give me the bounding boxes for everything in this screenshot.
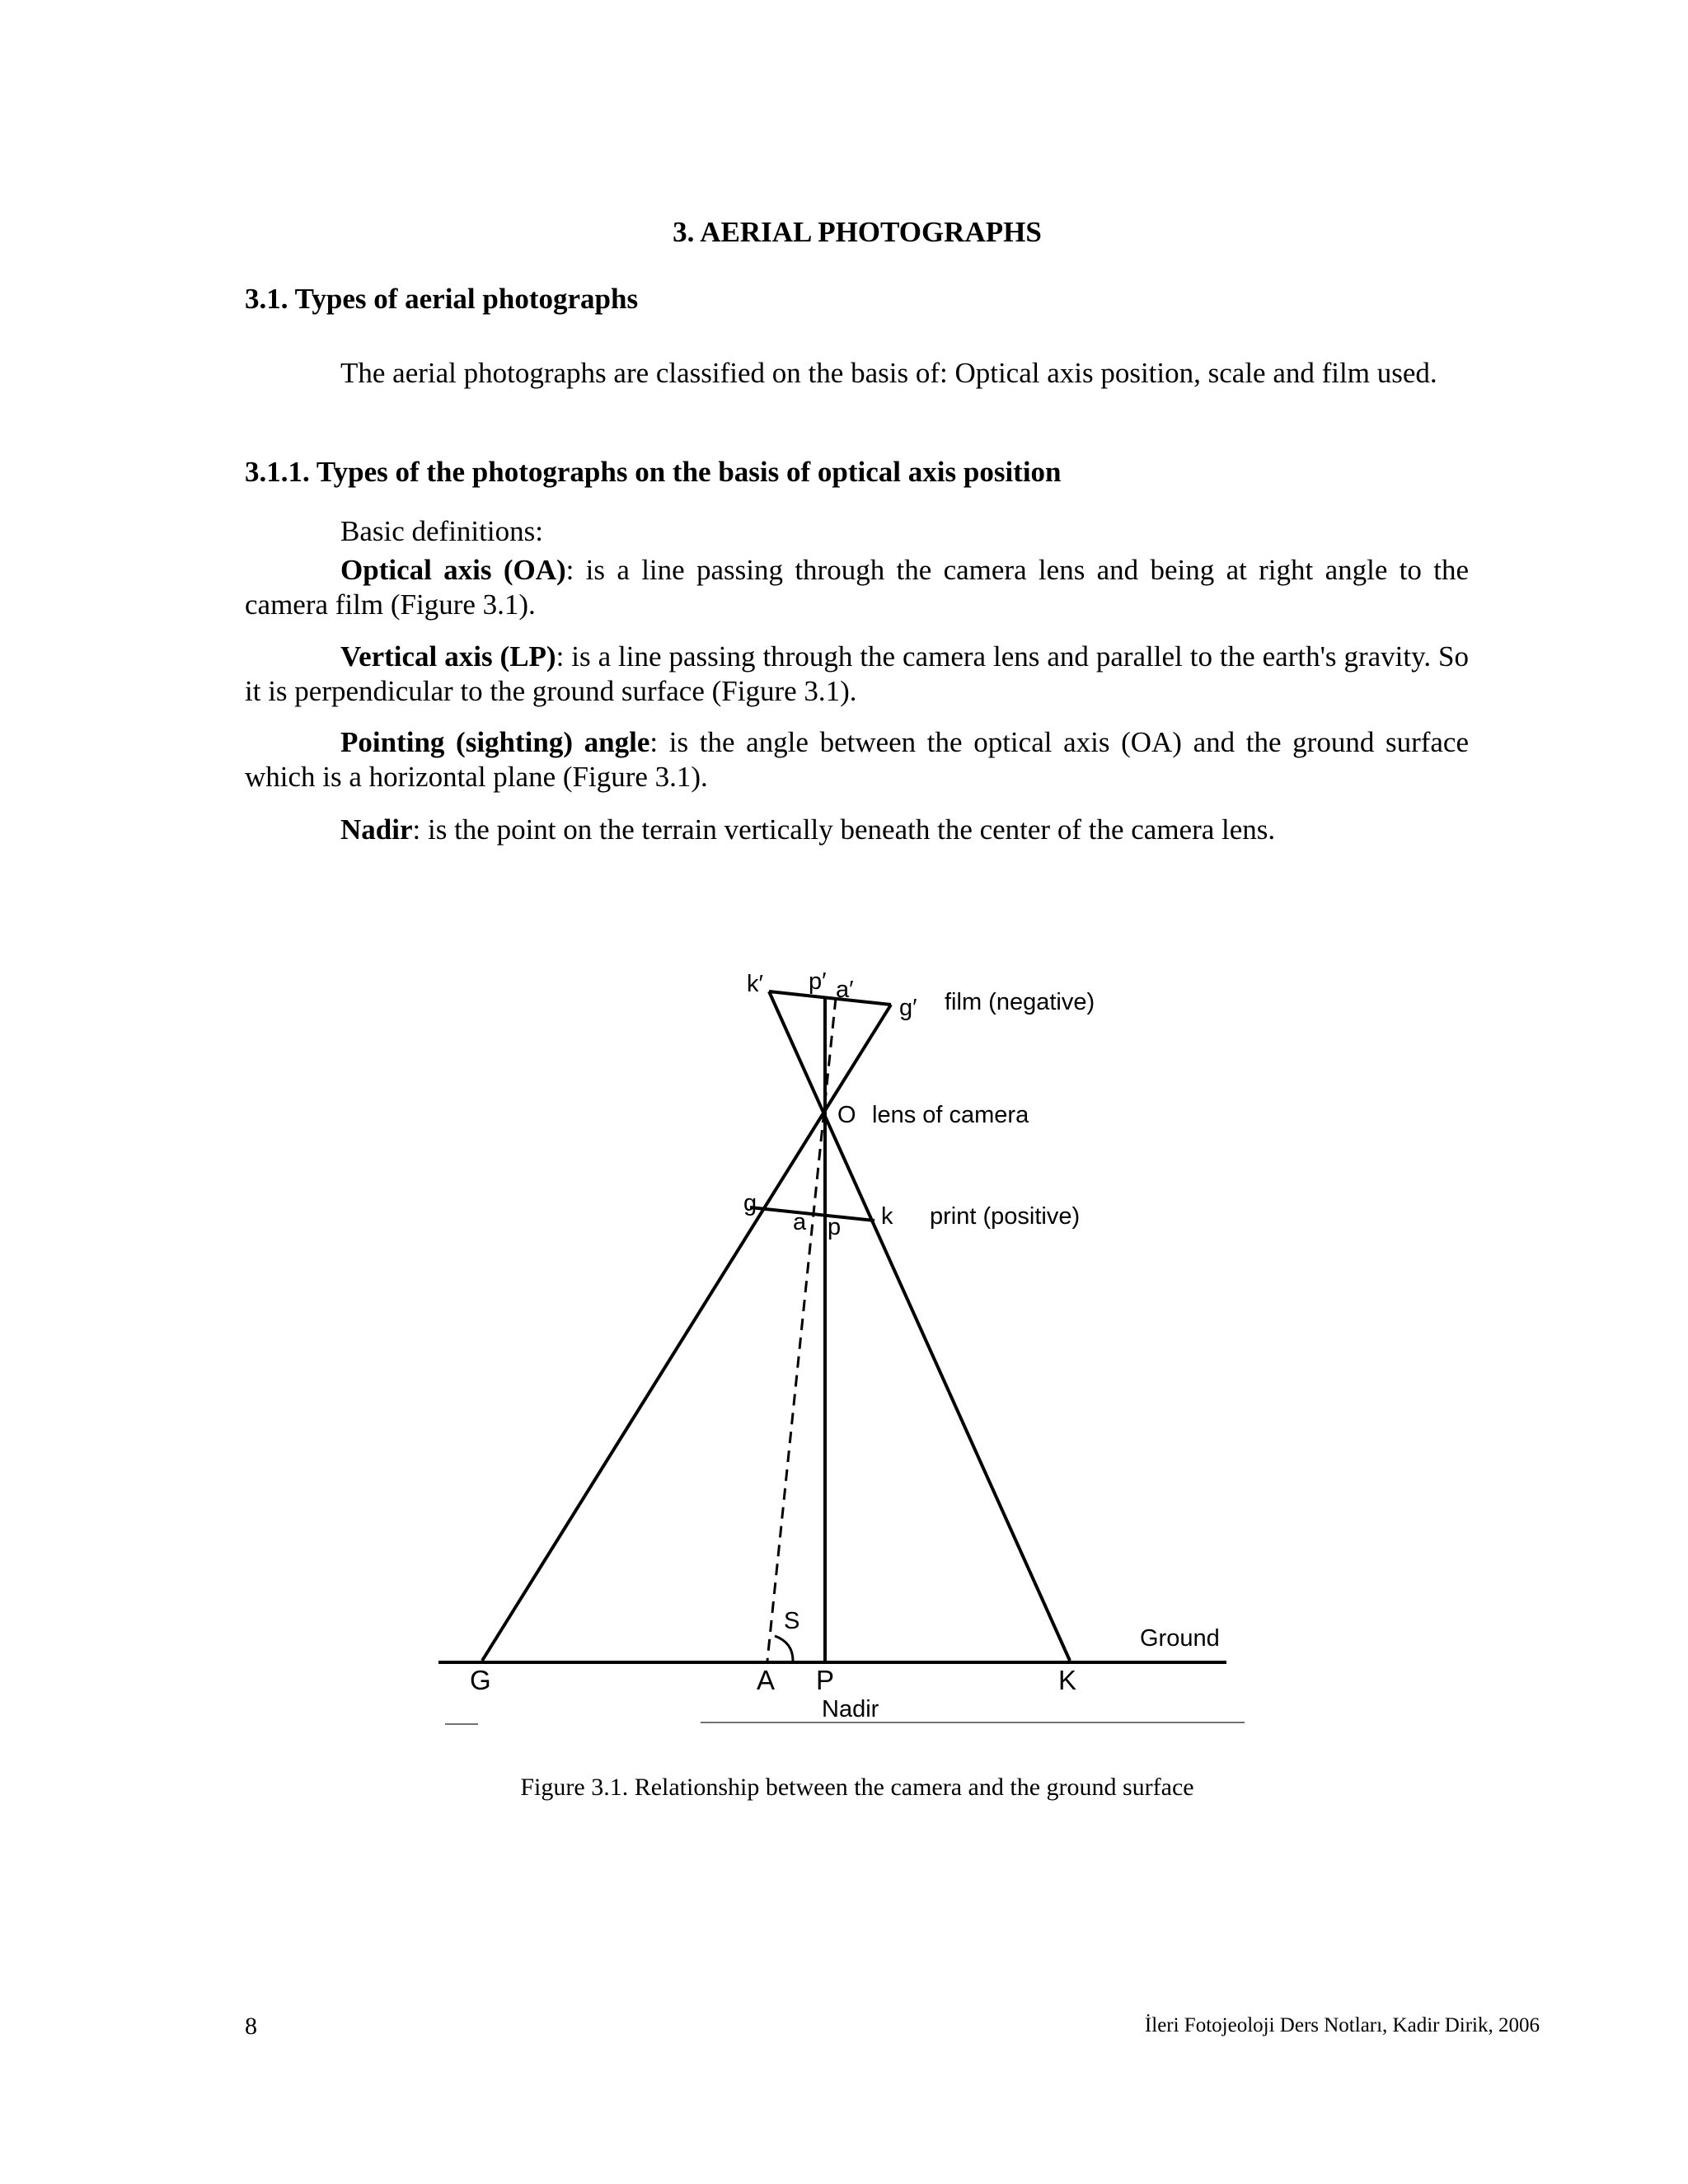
chapter-title: 3. AERIAL PHOTOGRAPHS: [673, 216, 1042, 248]
label-print: print (positive): [930, 1203, 1081, 1230]
label-a: a: [793, 1209, 807, 1235]
label-k-prime: k′: [747, 971, 763, 997]
definition-term: Vertical axis (LP): [340, 640, 556, 673]
page-number: 8: [245, 2013, 257, 2040]
label-p: p: [828, 1214, 842, 1240]
ray-k-to-K: [769, 991, 1070, 1661]
intro-paragraph: The aerial photographs are classified on the basis of: Optical axis position, scale and film used.: [340, 357, 1437, 389]
pointing-angle-arc: [775, 1636, 793, 1661]
definition-text: : is a line passing through the camera lens and being at right angle to the camera film (Figure 3.1).: [245, 554, 1469, 621]
label-film: film (negative): [945, 989, 1095, 1015]
label-G: G: [470, 1665, 491, 1695]
footer-credit: İleri Fotojeoloji Ders Notları, Kadir Dirik, 2006: [1144, 2014, 1540, 2036]
label-k: k: [881, 1203, 893, 1230]
label-lens: lens of camera: [872, 1102, 1029, 1128]
label-S: S: [784, 1608, 800, 1634]
label-a-prime: a′: [836, 977, 854, 1003]
label-g-prime: g′: [899, 995, 917, 1021]
label-g: g: [743, 1190, 757, 1216]
ray-g-to-G: [482, 1005, 891, 1661]
figure-caption: Figure 3.1. Relationship between the camera and the ground surface: [520, 1774, 1194, 1801]
label-p-prime: p′: [809, 968, 827, 995]
definition-term: Nadir: [340, 813, 413, 846]
label-A: A: [757, 1665, 776, 1695]
label-nadir: Nadir: [822, 1696, 879, 1722]
definition-text: : is the angle between the optical axis (OA) and the ground surface which is a horizontal plane (Figure 3.1).: [245, 726, 1470, 793]
definition-term: Pointing (sighting) angle: [340, 726, 650, 758]
definition-term: Optical axis (OA): [340, 554, 566, 586]
basic-definitions-label: Basic definitions:: [340, 515, 543, 547]
label-ground: Ground: [1140, 1625, 1220, 1652]
definition-text: : is the point on the terrain vertically beneath the center of the camera lens.: [412, 813, 1276, 846]
definition-text: : is a line passing through the camera lens and parallel to the earth's gravity. So it is perpendicular to the ground surface (Figure 3.1).: [245, 640, 1469, 707]
subsection-title: 3.1.1. Types of the photographs on the basis of optical axis position: [245, 456, 1062, 488]
label-O: O: [837, 1102, 856, 1128]
label-P: P: [816, 1665, 835, 1695]
film-line: [769, 991, 891, 1005]
section-title: 3.1. Types of aerial photographs: [245, 283, 639, 315]
label-K: K: [1058, 1665, 1077, 1695]
